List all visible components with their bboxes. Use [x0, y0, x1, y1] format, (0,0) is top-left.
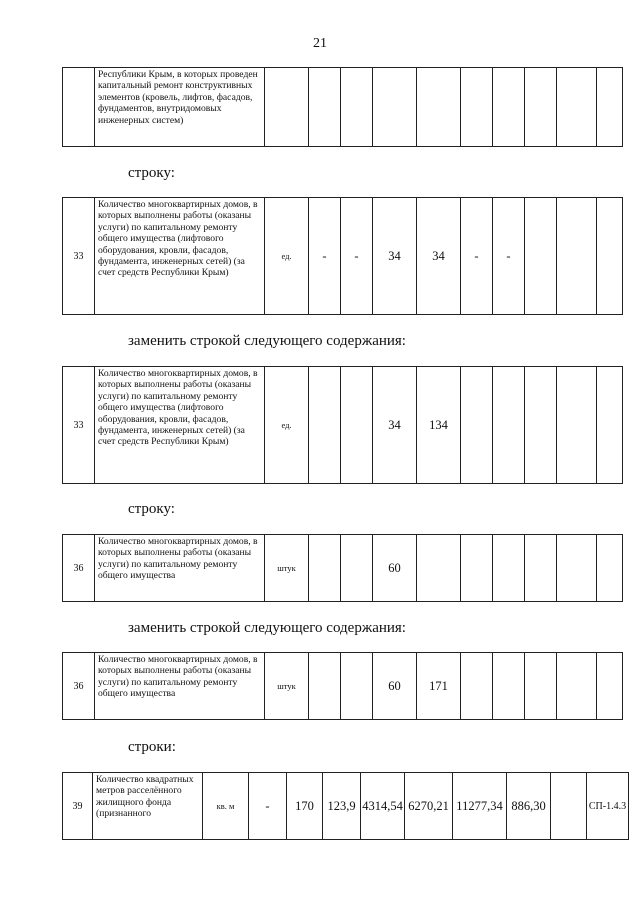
value-cell	[309, 367, 341, 484]
value-cell: 134	[417, 367, 461, 484]
value-cell	[341, 367, 373, 484]
value-cell	[525, 198, 557, 315]
row-number: 33	[63, 198, 95, 315]
table-row-33-old	[62, 197, 623, 315]
value-cell: 60	[373, 535, 417, 602]
row-description: Количество квадратных метров расселённого жилищного фонда (признанного	[93, 773, 203, 840]
row-description: Количество многоквартирных домов, в которых выполнены работы (оказаны услуги) по капитальному ремонту общего имущества (лифтового оборудования, кровли, фасадов, фундамента, инженерных сетей) (за счет средств Республики Крым)	[95, 198, 265, 315]
value-cell	[461, 653, 493, 720]
row-number: 39	[63, 773, 93, 840]
table-row	[63, 367, 623, 484]
value-cell	[309, 535, 341, 602]
table-row	[63, 653, 623, 720]
value-cell	[493, 535, 525, 602]
row-description: Республики Крым, в которых проведен капитальный ремонт конструктивных элементов (кровель, лифтов, фасадов, фундаментов, внутридомовых инженерных систем)	[95, 68, 265, 147]
section-label: строки:	[128, 739, 176, 755]
value-cell: 171	[417, 653, 461, 720]
value-cell	[309, 68, 341, 147]
value-cell	[557, 68, 597, 147]
row-description: Количество многоквартирных домов, в которых выполнены работы (оказаны услуги) по капитальному ремонту общего имущества	[95, 653, 265, 720]
row-description: Количество многоквартирных домов, в которых выполнены работы (оказаны услуги) по капитальному ремонту общего имущества (лифтового оборудования, кровли, фасадов, фундамента, инженерных сетей) (за счет средств Республики Крым)	[95, 367, 265, 484]
value-cell	[341, 68, 373, 147]
value-cell: 170	[287, 773, 323, 840]
value-cell: -	[461, 198, 493, 315]
row-description: Количество многоквартирных домов, в которых выполнены работы (оказаны услуги) по капитальному ремонту общего имущества	[95, 535, 265, 602]
row-unit	[265, 68, 309, 147]
value-cell	[597, 653, 623, 720]
value-cell	[551, 773, 587, 840]
value-cell: 123,9	[323, 773, 361, 840]
section-label: строку:	[128, 501, 175, 517]
value-cell	[341, 653, 373, 720]
value-cell: -	[341, 198, 373, 315]
reference-cell: СП-1.4.3	[587, 773, 629, 840]
value-cell: 11277,34	[453, 773, 507, 840]
table-row-39	[62, 772, 629, 840]
value-cell	[461, 535, 493, 602]
value-cell	[493, 367, 525, 484]
value-cell	[597, 367, 623, 484]
value-cell	[417, 535, 461, 602]
table-row	[63, 535, 623, 602]
value-cell: 34	[417, 198, 461, 315]
row-unit: ед.	[265, 198, 309, 315]
row-number: 36	[63, 653, 95, 720]
value-cell: -	[249, 773, 287, 840]
value-cell: 886,30	[507, 773, 551, 840]
value-cell	[493, 653, 525, 720]
value-cell	[597, 535, 623, 602]
value-cell	[525, 535, 557, 602]
value-cell	[557, 367, 597, 484]
row-number: 36	[63, 535, 95, 602]
section-label: заменить строкой следующего содержания:	[128, 333, 406, 349]
value-cell: 4314,54	[361, 773, 405, 840]
value-cell	[525, 653, 557, 720]
section-label: строку:	[128, 165, 175, 181]
table-row	[63, 773, 629, 840]
row-unit: штук	[265, 535, 309, 602]
value-cell	[525, 68, 557, 147]
table-row-33-new	[62, 366, 623, 484]
value-cell	[309, 653, 341, 720]
value-cell	[525, 367, 557, 484]
value-cell	[557, 198, 597, 315]
value-cell	[597, 198, 623, 315]
row-unit: ед.	[265, 367, 309, 484]
value-cell	[597, 68, 623, 147]
table-row-36-new	[62, 652, 623, 720]
table-row	[63, 198, 623, 315]
value-cell	[557, 653, 597, 720]
row-number	[63, 68, 95, 147]
value-cell	[461, 367, 493, 484]
value-cell: 6270,21	[405, 773, 453, 840]
table-continuation	[62, 67, 623, 147]
section-label: заменить строкой следующего содержания:	[128, 620, 406, 636]
row-unit: кв. м	[203, 773, 249, 840]
value-cell	[417, 68, 461, 147]
value-cell	[341, 535, 373, 602]
table-row	[63, 68, 623, 147]
value-cell	[461, 68, 493, 147]
value-cell: -	[309, 198, 341, 315]
row-number: 33	[63, 367, 95, 484]
value-cell	[557, 535, 597, 602]
value-cell: -	[493, 198, 525, 315]
page-number: 21	[313, 36, 327, 51]
value-cell: 34	[373, 198, 417, 315]
table-row-36-old	[62, 534, 623, 602]
value-cell	[373, 68, 417, 147]
value-cell	[493, 68, 525, 147]
row-unit: штук	[265, 653, 309, 720]
value-cell: 34	[373, 367, 417, 484]
value-cell: 60	[373, 653, 417, 720]
